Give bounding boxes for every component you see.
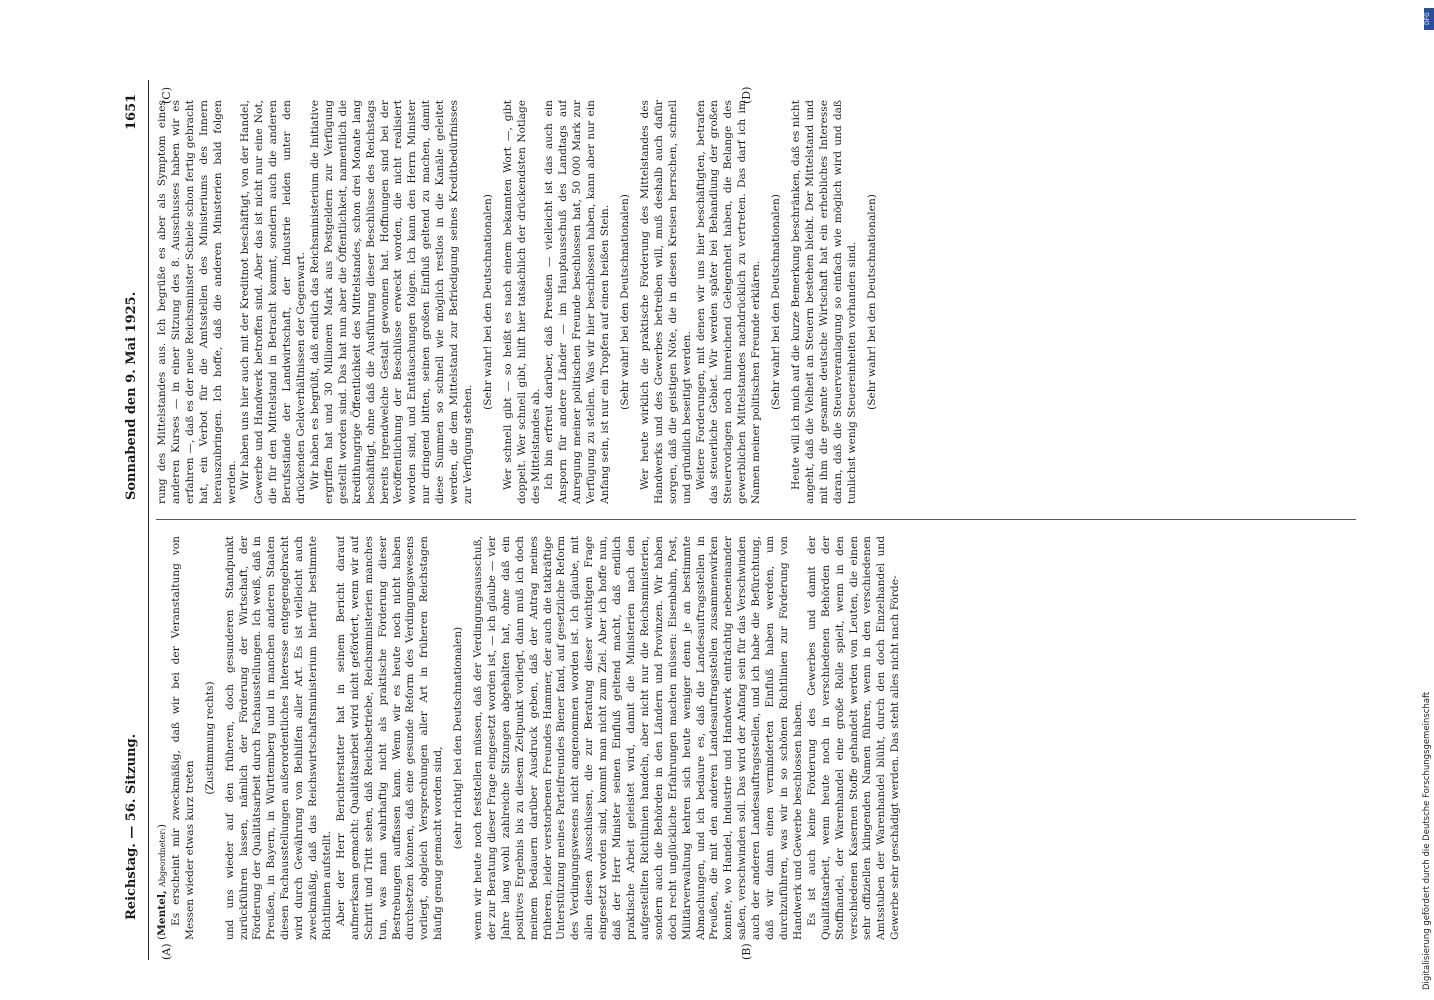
margin-mark-c: (C) bbox=[160, 87, 173, 104]
digitization-credit: Digitalisierung gefördert durch die Deutsche Forschungsgemeinschaft bbox=[1422, 691, 1432, 990]
paragraph: Ich bin erfreut darüber, daß Preußen — vielleicht ist das auch ein Ansporn für andere Länder — im Hauptausschuß des Landtags auf Anregung meiner politischen Freunde beschlossen hat, 50 000 Mark zur Verfügung zu stellen. Was wir hier beschlossen haben, kann aber nur ein Anfang sein, ist nur ein Tropfen auf einen heißen Stein. bbox=[543, 100, 612, 504]
header-date: Sonnabend den 9. Mai 1925. bbox=[124, 291, 139, 500]
interjection: (sehr richtig! bei den Deutschnationalen) bbox=[452, 626, 465, 850]
interjection: (Sehr wahr! bei den Deutschnationalen) bbox=[481, 194, 494, 410]
paragraph: Es ist auch keine Förderung des Gewerbes und damit der Qualitätsarbeit, wenn heute noch in verschiedenen Behörden der Stoffhandel, der Warenhandel eine große Rolle spielt, wenn in den verschiedenen Kasernen Stoffe gehandelt werden von Leuten, die einen sehr offiziellen klingenden Namen führen, wenn in den verschiedenen Amtsstuben der Warenhandel blüht, durch den doch Einzelhandel und Gewerbe sehr geschädigt werden. Das steht alles nicht nach Förde- bbox=[805, 536, 902, 940]
paragraph: Wer schnell gibt — so heißt es nach einem bekannten Wort —, gibt doppelt. Wer schnell gibt, hilft hier tatsächlich der drückendsten Notlage des Mittelstandes ab. bbox=[501, 100, 542, 504]
running-header bbox=[120, 80, 146, 960]
margin-mark-b: (B) bbox=[740, 943, 753, 960]
margin-mark-a: (A) bbox=[160, 943, 173, 960]
margin-mark-d: (D) bbox=[740, 86, 753, 104]
paragraph: rung des Mittelstandes aus. Ich begrüße es aber als Symptom eines anderen Kurses — in einer Sitzung des 8. Ausschusses haben wir es erfahren —, daß es der neue Reichsminister Schiele schon fertig gebracht hat, ein Verbot für die Amtsstellen des Ministeriums des Innern herauszubringen. Ich hoffe, daß die anderen Ministerien bald folgen werden. bbox=[156, 100, 238, 504]
interjection: (Sehr wahr! bei den Deutschnationalen) bbox=[770, 194, 783, 410]
speaker-line: (Mentel, Abgeordneter:) bbox=[156, 823, 168, 940]
paragraph: Es erscheint mir zweckmäßig, daß wir bei der Veranstaltung von Messen wieder etwas kurz treten bbox=[169, 536, 196, 940]
left-column bbox=[156, 536, 1366, 940]
paragraph: und uns wieder auf den früheren, doch gesunderen Standpunkt zurückführen lassen, nämlich der Förderung der Wirtschaft, der Förderung der Qualitätsarbeit durch Fachausstellungen. Ich weiß, daß in Preußen, in Bayern, in Württemberg und in manchen anderen Staaten diesen Fachausstellungen außerordentliches Interesse entgegengebracht wird durch Gewährung von Beihilfen aller Art. Es ist vielleicht auch zweckmäßig, daß das Reichswirtschaftsministerium hierfür bestimmte Richtlinien aufstellt. bbox=[223, 536, 333, 940]
header-rule bbox=[148, 80, 149, 960]
dfg-logo: DFG bbox=[1424, 8, 1434, 30]
speaker-note: Abgeordneter: bbox=[158, 828, 167, 887]
paragraph: Heute will ich mich auf die kurze Bemerkung beschränken, daß es nicht angeht, daß die Vielheit an Steuern bestehen bleibt. Der Mittelstand und mit ihm die gesamte deutsche Wirtschaft hat ein erhebliches Interesse daran, daß die Steuerveranlagung so einfach wie möglich wird und daß tunlichst wenig Steuereinheiten vorhanden sind. bbox=[789, 100, 858, 504]
paragraph: wenn wir heute noch feststellen müssen, daß der Verdingungsausschuß, der zur Beratung dieser Frage eingesetzt worden ist, — ich glaube — vier Jahre lang wohl zahlreiche Sitzungen abgehalten hat, ohne daß ein positives Ergebnis bis zu diesem Zeitpunkt vorliegt, dann muß ich doch meinem Bedauern darüber Ausdruck geben, daß der Antrag meines früheren, leider verstorbenen Freundes Hammer, der auch die tatkräftige Unterstützung meines Parteifreundes Biener fand, auf gesetzliche Reform des Verdingungswesens nicht angenommen worden ist. Ich glaube, mit allen diesen Ausschüssen, die zur Beratung dieser wichtigen Frage eingesetzt worden sind, kommt man nicht zum Ziel. Aber ich hoffe nun, daß der Herr Minister seinen Einfluß geltend macht, daß endlich praktische Arbeit geleistet wird, damit die Ministerien nach den aufgestellten Richtlinien handeln, aber nicht nur die Reichsministerien, sondern auch die Behörden in den Ländern und Provinzen. Wir haben doch recht unglückliche Erfahrungen machen müssen: Eisenbahn, Post, Militärverwaltung kehren sich heute weniger denn je an bestimmte Abmachungen, und ich bedaure es, daß die Landesauftragsstellen in Preußen, die mit den anderen Landesauftragsstellen zusammenwirken konnte, wo Handel, Industrie und Handwerk einträchtig nebeneinander saßen, verschwinden soll. Das wird der Anfang sein für das Verschwinden auch der anderen Landesauftragsstellen, und ich habe die Befürchtung, daß wir dann einen verminderten Einfluß haben werden, um durchzuführen, was wir in so schönen Richtlinien zur Förderung von Handwerk und Gewerbe beschlossen haben. bbox=[472, 536, 804, 940]
interjection: (Sehr wahr! bei den Deutschnationalen) bbox=[865, 194, 878, 410]
interjection: (Zustimmung rechts) bbox=[203, 681, 216, 795]
digitization-credit-strip bbox=[1422, 30, 1434, 990]
header-left: Reichstag. — 56. Sitzung. bbox=[124, 733, 139, 920]
interjection: (Sehr wahr! bei den Deutschnationalen) bbox=[619, 194, 631, 410]
column-divider bbox=[156, 519, 1356, 520]
paragraph: Weitere Forderungen, mit denen wir uns hier beschäftigten, betrafen das steuerliche Gebiet. Wir werden später bei Behandlung der großen Steuervorlagen noch hinreichend Gelegenheit haben, die Belange des gewerblichen Mittelstandes nachdrücklich zu vertreten. Das darf ich im Namen meiner politischen Freunde erklären. bbox=[694, 100, 763, 504]
paragraph: Wir haben uns hier auch mit der Kreditnot beschäftigt, von der Handel, Gewerbe und Handwerk betroffen sind. Aber das ist nicht nur eine Not, die für den Mittelstand in Betracht kommt, sondern auch die anderen Berufsstände der Landwirtschaft, der Industrie leiden unter den drückenden Geldverhältnissen der Gegenwart. bbox=[239, 100, 308, 504]
page-number: 1651 bbox=[124, 93, 139, 130]
paragraph: Aber der Herr Berichterstatter hat in seinem Bericht darauf aufmerksam gemacht: Qualitätsarbeit wird nicht gefördert, wenn wir auf Schritt und Tritt sehen, daß Reichsbetriebe, Reichsministerien manches tun, was man wahrhaftig nicht als praktische Förderung dieser Bestrebungen auffassen kann. Wenn wir es heute noch nicht haben durchsetzen können, daß eine gesunde Reform des Verdingungswesens vorliegt, obgleich Versprechungen aller Art in früheren Reichstagen häufig genug gemacht worden sind, bbox=[334, 536, 445, 940]
right-column bbox=[156, 100, 1366, 504]
paragraph: Wer heute wirklich die praktische Förderung des Mittelstandes des Handwerks und des Gewerbes betreiben will, muß deshalb auch dafür sorgen, daß die geistigen Nöte, die in diesen Kreisen herrschen, schnell und gründlich beseitigt werden. bbox=[638, 100, 693, 504]
paragraph: Wir haben es begrüßt, daß endlich das Reichsministerium die Initiative ergriffen hat und 30 Millionen Mark aus Postgeldern zur Verfügung gestellt worden sind. Das hat nun aber die Öffentlichkeit, namentlich die kredithungrige Öffentlichkeit des Mittelstandes, schon drei Monate lang beschäftigt, ohne daß die Ausführung dieser Beschlüsse des Reichstags bereits irgendwelche Gestalt gewonnen hat. Hoffnungen sind bei der Veröffentlichung der Beschlüsse erweckt worden, die nicht realisiert worden sind, und Enttäuschungen folgen. Ich kann den Herrn Minister nur dringend bitten, seinen großen Einfluß geltend zu machen, damit diese Summen so schnell wie möglich restlos in die Kanäle geleitet werden, die dem Mittelstand zur Befriedigung seines Kreditbedürfnisses zur Verfügung stehen. bbox=[308, 100, 474, 504]
speaker-name: Mentel, bbox=[156, 890, 168, 936]
rotated-page-content bbox=[120, 80, 1380, 960]
